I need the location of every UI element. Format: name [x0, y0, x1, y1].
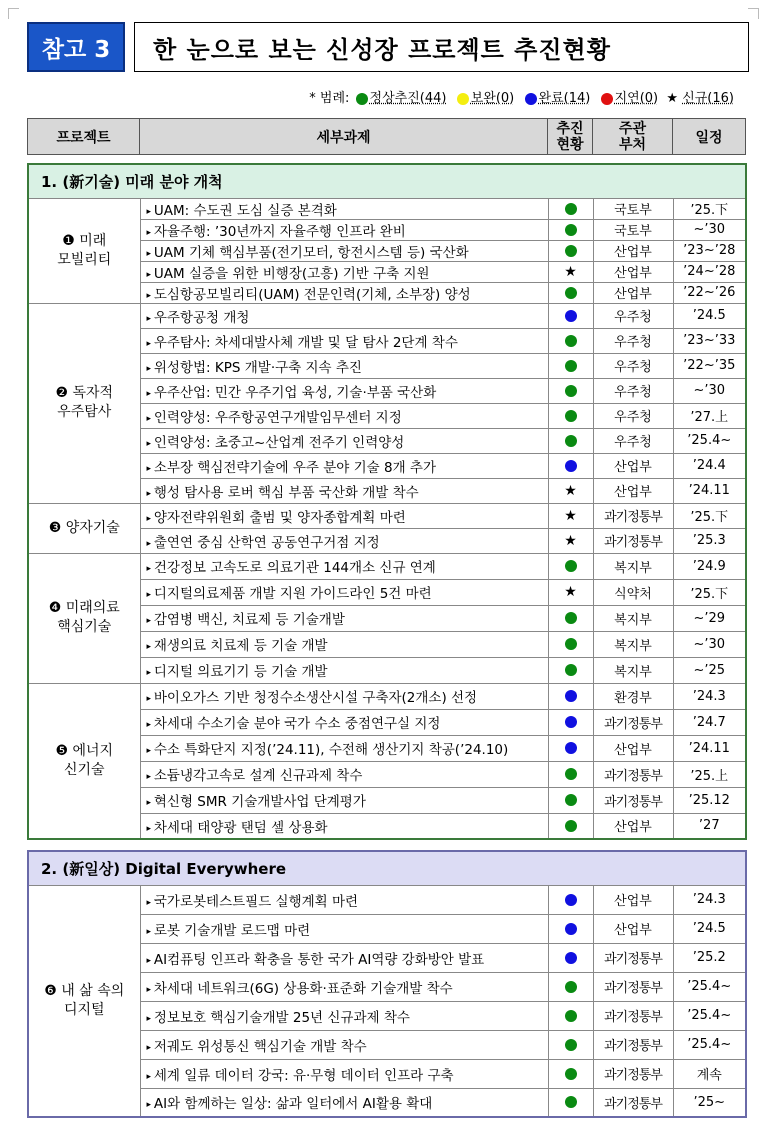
corner-mark [8, 8, 19, 19]
task-cell: ▸ UAM 실증을 위한 비행장(고흥) 기반 구축 지원 [140, 261, 548, 282]
dept-cell: 복지부 [593, 605, 673, 631]
status-cell [548, 353, 593, 378]
project-category: ❶ 미래 모빌리티 [28, 198, 140, 303]
status-cell [548, 885, 593, 914]
dept-cell: 복지부 [593, 631, 673, 657]
blue-dot-icon [565, 923, 577, 935]
task-cell: ▸ 자율주행: ’30년까지 자율주행 인프라 완비 [140, 219, 548, 240]
status-cell [548, 761, 593, 787]
schedule-cell: ’24.9 [673, 553, 746, 579]
status-cell [548, 787, 593, 813]
schedule-cell: ’23~’28 [673, 240, 746, 261]
task-cell: ▸ 저궤도 위성통신 핵심기술 개발 착수 [140, 1030, 548, 1059]
dept-cell: 우주청 [593, 353, 673, 378]
section-title: 2. (新일상) Digital Everywhere [28, 851, 746, 885]
dept-cell: 국토부 [593, 219, 673, 240]
status-cell [548, 328, 593, 353]
task-cell: ▸ 우주항공청 개청 [140, 303, 548, 328]
section-header-row [28, 164, 746, 198]
status-cell [548, 605, 593, 631]
column-header-dept: 주관 부처 [593, 119, 673, 155]
status-cell [548, 453, 593, 478]
green-dot-icon [565, 435, 577, 447]
task-cell: ▸ 바이오가스 기반 청정수소생산시설 구축자(2개소) 선정 [140, 683, 548, 709]
status-cell [548, 813, 593, 839]
star-icon: ★ [564, 263, 577, 280]
task-cell: ▸ 양자전략위원회 출범 및 양자종합계획 마련 [140, 503, 548, 528]
schedule-cell: ~’30 [673, 378, 746, 403]
schedule-cell: ’24.5 [673, 914, 746, 943]
schedule-cell: ~’29 [673, 605, 746, 631]
task-cell: ▸ 수소 특화단지 지정(’24.11), 수전해 생산기지 착공(’24.10) [140, 735, 548, 761]
blue-dot-icon [565, 894, 577, 906]
status-cell [548, 261, 593, 282]
task-cell: ▸ 출연연 중심 산학연 공동연구거점 지정 [140, 528, 548, 553]
project-category: ❷ 독자적 우주탐사 [28, 303, 140, 503]
green-dot-icon [565, 820, 577, 832]
legend-item: 신규(16) [682, 91, 734, 106]
status-cell [548, 503, 593, 528]
schedule-cell: ’25.下 [673, 579, 746, 605]
schedule-cell: ’27 [673, 813, 746, 839]
task-cell: ▸ UAM 기체 핵심부품(전기모터, 항전시스템 등) 국산화 [140, 240, 548, 261]
green-dot-icon [565, 794, 577, 806]
task-cell: ▸ 차세대 네트워크(6G) 상용화·표준화 기술개발 착수 [140, 972, 548, 1001]
star-icon: ★ [666, 91, 679, 106]
project-category: ❹ 미래의료 핵심기술 [28, 553, 140, 683]
dept-cell: 과기정통부 [593, 972, 673, 1001]
schedule-cell: ~’30 [673, 631, 746, 657]
status-cell [548, 1030, 593, 1059]
column-header-project: 프로젝트 [28, 119, 140, 155]
task-cell: ▸ UAM: 수도권 도심 실증 본격화 [140, 198, 548, 219]
dept-cell: 복지부 [593, 553, 673, 579]
status-cell [548, 240, 593, 261]
green-dot-icon [565, 224, 577, 236]
task-cell: ▸ 세계 일류 데이터 강국: 유·무형 데이터 인프라 구축 [140, 1059, 548, 1088]
status-cell [548, 943, 593, 972]
green-dot-icon [565, 1068, 577, 1080]
task-cell: ▸ 우주탐사: 차세대발사체 개발 및 달 탐사 2단계 착수 [140, 328, 548, 353]
status-cell [548, 735, 593, 761]
task-cell: ▸ 행성 탐사용 로버 핵심 부품 국산화 개발 착수 [140, 478, 548, 503]
dept-cell: 과기정통부 [593, 503, 673, 528]
status-cell [548, 579, 593, 605]
green-dot-icon [565, 638, 577, 650]
schedule-cell: ’25.下 [673, 503, 746, 528]
green-dot-icon [565, 203, 577, 215]
schedule-cell: ’25.上 [673, 761, 746, 787]
dept-cell: 과기정통부 [593, 1030, 673, 1059]
dept-cell: 산업부 [593, 261, 673, 282]
green-dot-icon [565, 360, 577, 372]
task-cell: ▸ 소부장 핵심전략기술에 우주 분야 기술 8개 추가 [140, 453, 548, 478]
dept-cell: 과기정통부 [593, 528, 673, 553]
legend-item: 보완(0) [470, 91, 515, 106]
dept-cell: 우주청 [593, 428, 673, 453]
red-dot-icon [601, 93, 613, 105]
blue-dot-icon [565, 310, 577, 322]
project-category: ❸ 양자기술 [28, 503, 140, 553]
schedule-cell: 계속 [673, 1059, 746, 1088]
section-table [27, 163, 747, 840]
dept-cell: 복지부 [593, 657, 673, 683]
green-dot-icon [565, 768, 577, 780]
status-cell [548, 528, 593, 553]
status-cell [548, 553, 593, 579]
task-cell: ▸ 로봇 기술개발 로드맵 마련 [140, 914, 548, 943]
status-cell [548, 1001, 593, 1030]
schedule-cell: ’25.4~ [673, 428, 746, 453]
section-header-row [28, 851, 746, 885]
dept-cell: 우주청 [593, 378, 673, 403]
status-cell [548, 709, 593, 735]
dept-cell: 과기정통부 [593, 761, 673, 787]
schedule-cell: ’24.4 [673, 453, 746, 478]
schedule-cell: ’24.5 [673, 303, 746, 328]
schedule-cell: ~’30 [673, 219, 746, 240]
blue-dot-icon [565, 742, 577, 754]
status-cell [548, 378, 593, 403]
schedule-cell: ’24.11 [673, 735, 746, 761]
status-cell [548, 914, 593, 943]
schedule-cell: ’25.4~ [673, 972, 746, 1001]
schedule-cell: ’24~’28 [673, 261, 746, 282]
dept-cell: 과기정통부 [593, 1088, 673, 1117]
schedule-cell: ’25.下 [673, 198, 746, 219]
status-cell [548, 198, 593, 219]
task-cell: ▸ 디지털 의료기기 등 기술 개발 [140, 657, 548, 683]
section-title: 1. (新기술) 미래 분야 개척 [28, 164, 746, 198]
status-cell [548, 282, 593, 303]
status-cell [548, 219, 593, 240]
legend [309, 87, 734, 106]
column-header-schedule: 일정 [673, 119, 746, 155]
status-cell [548, 428, 593, 453]
schedule-cell: ’23~’33 [673, 328, 746, 353]
green-dot-icon [565, 335, 577, 347]
task-cell: ▸ 국가로봇테스트필드 실행계획 마련 [140, 885, 548, 914]
task-cell: ▸ AI와 함께하는 일상: 삶과 일터에서 AI활용 확대 [140, 1088, 548, 1117]
yellow-dot-icon [457, 93, 469, 105]
blue-dot-icon [525, 93, 537, 105]
green-dot-icon [565, 664, 577, 676]
green-dot-icon [565, 560, 577, 572]
task-cell: ▸ 소듐냉각고속로 설계 신규과제 착수 [140, 761, 548, 787]
status-cell [548, 478, 593, 503]
task-cell: ▸ 우주산업: 민간 우주기업 육성, 기술·부품 국산화 [140, 378, 548, 403]
schedule-cell: ’25.2 [673, 943, 746, 972]
task-cell: ▸ AI컴퓨팅 인프라 확충을 통한 국가 AI역량 강화방안 발표 [140, 943, 548, 972]
column-header-table [27, 118, 746, 155]
table-row [28, 303, 746, 328]
schedule-cell: ’25.4~ [673, 1030, 746, 1059]
section-table [27, 850, 747, 1118]
blue-dot-icon [565, 952, 577, 964]
status-cell [548, 1059, 593, 1088]
green-dot-icon [356, 93, 368, 105]
dept-cell: 과기정통부 [593, 1001, 673, 1030]
schedule-cell: ~’25 [673, 657, 746, 683]
legend-item: 완료(14) [538, 91, 591, 106]
status-cell [548, 303, 593, 328]
schedule-cell: ’25~ [673, 1088, 746, 1117]
dept-cell: 우주청 [593, 403, 673, 428]
table-row [28, 553, 746, 579]
dept-cell: 산업부 [593, 453, 673, 478]
reference-badge: 참고 3 [27, 22, 125, 72]
green-dot-icon [565, 981, 577, 993]
task-cell: ▸ 디지털의료제품 개발 지원 가이드라인 5건 마련 [140, 579, 548, 605]
status-cell [548, 683, 593, 709]
legend-item: 지연(0) [614, 91, 659, 106]
schedule-cell: ’24.7 [673, 709, 746, 735]
dept-cell: 산업부 [593, 282, 673, 303]
project-category: ❺ 에너지 신기술 [28, 683, 140, 839]
dept-cell: 산업부 [593, 240, 673, 261]
schedule-cell: ’25.3 [673, 528, 746, 553]
task-cell: ▸ 인력양성: 초중고~산업계 전주기 인력양성 [140, 428, 548, 453]
dept-cell: 산업부 [593, 478, 673, 503]
schedule-cell: ’27.上 [673, 403, 746, 428]
dept-cell: 국토부 [593, 198, 673, 219]
schedule-cell: ’24.3 [673, 683, 746, 709]
dept-cell: 환경부 [593, 683, 673, 709]
page-title: 한 눈으로 보는 신성장 프로젝트 추진현황 [134, 22, 749, 72]
project-category: ❻ 내 삶 속의 디지털 [28, 885, 140, 1117]
green-dot-icon [565, 287, 577, 299]
dept-cell: 식약처 [593, 579, 673, 605]
task-cell: ▸ 차세대 태양광 탠덤 셀 상용화 [140, 813, 548, 839]
task-cell: ▸ 혁신형 SMR 기술개발사업 단계평가 [140, 787, 548, 813]
task-cell: ▸ 인력양성: 우주항공연구개발임무센터 지정 [140, 403, 548, 428]
dept-cell: 과기정통부 [593, 1059, 673, 1088]
task-cell: ▸ 재생의료 치료제 등 기술 개발 [140, 631, 548, 657]
corner-mark [748, 8, 759, 19]
legend-prefix: * 범례: [309, 91, 350, 106]
task-cell: ▸ 건강정보 고속도로 의료기관 144개소 신규 연계 [140, 553, 548, 579]
dept-cell: 우주청 [593, 328, 673, 353]
dept-cell: 우주청 [593, 303, 673, 328]
star-icon: ★ [564, 482, 577, 499]
status-cell [548, 1088, 593, 1117]
task-cell: ▸ 차세대 수소기술 분야 국가 수소 중점연구실 지정 [140, 709, 548, 735]
table-row [28, 683, 746, 709]
star-icon: ★ [564, 584, 577, 600]
dept-cell: 산업부 [593, 914, 673, 943]
blue-dot-icon [565, 716, 577, 728]
dept-cell: 과기정통부 [593, 709, 673, 735]
star-icon: ★ [564, 507, 577, 524]
green-dot-icon [565, 385, 577, 397]
legend-item: 정상추진(44) [369, 91, 447, 106]
green-dot-icon [565, 245, 577, 257]
schedule-cell: ’22~’35 [673, 353, 746, 378]
dept-cell: 산업부 [593, 885, 673, 914]
schedule-cell: ’25.12 [673, 787, 746, 813]
schedule-cell: ’22~’26 [673, 282, 746, 303]
blue-dot-icon [565, 690, 577, 702]
table-row [28, 885, 746, 914]
table-row [28, 198, 746, 219]
schedule-cell: ’25.4~ [673, 1001, 746, 1030]
task-cell: ▸ 도심항공모빌리티(UAM) 전문인력(기체, 소부장) 양성 [140, 282, 548, 303]
dept-cell: 과기정통부 [593, 787, 673, 813]
green-dot-icon [565, 410, 577, 422]
task-cell: ▸ 정보보호 핵심기술개발 25년 신규과제 착수 [140, 1001, 548, 1030]
status-cell [548, 657, 593, 683]
star-icon: ★ [564, 532, 577, 549]
green-dot-icon [565, 1039, 577, 1051]
dept-cell: 과기정통부 [593, 943, 673, 972]
dept-cell: 산업부 [593, 813, 673, 839]
green-dot-icon [565, 1096, 577, 1108]
task-cell: ▸ 위성항법: KPS 개발·구축 지속 추진 [140, 353, 548, 378]
column-header-task: 세부과제 [140, 119, 548, 155]
status-cell [548, 972, 593, 1001]
task-cell: ▸ 감염병 백신, 치료제 등 기술개발 [140, 605, 548, 631]
table-row [28, 503, 746, 528]
status-cell [548, 631, 593, 657]
column-header-status: 추진 현황 [548, 119, 593, 155]
schedule-cell: ’24.3 [673, 885, 746, 914]
schedule-cell: ’24.11 [673, 478, 746, 503]
status-cell [548, 403, 593, 428]
dept-cell: 산업부 [593, 735, 673, 761]
green-dot-icon [565, 1010, 577, 1022]
green-dot-icon [565, 612, 577, 624]
blue-dot-icon [565, 460, 577, 472]
